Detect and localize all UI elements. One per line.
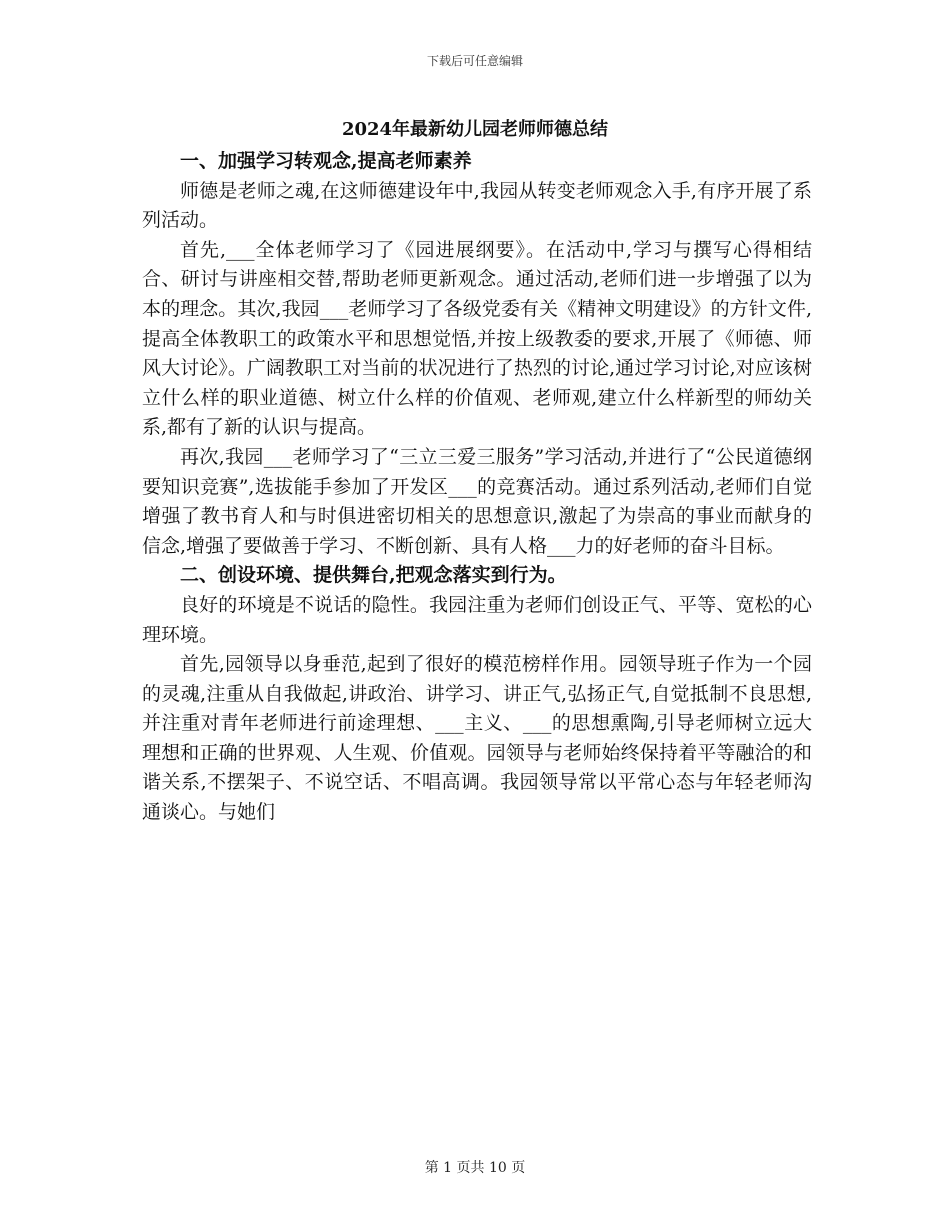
section-heading-2: 二、创设环境、提供舞台,把观念落实到行为。	[180, 564, 567, 587]
paragraph-2: 首先,___全体老师学习了《园进展纲要》。在活动中,学习与撰写心得相结合、研讨与讲座相交替,帮助老师更新观念。通过活动,老师们进一步增强了以为本的理念。其次,我园___老师学习了各级党委有关《精神文明建设》的方针文件,提高全体教职工的政策水平和思想觉悟,并按上级教委的要求,开展了《师德、师风大讨论》。广阔教职工对当前的状况进行了热烈的讨论,通过学习讨论,对应该树立什么样的职业道德、树立什么样的价值观、老师观,建立什么样新型的师幼关系,都有了新的认识与提高。	[142, 238, 812, 439]
paragraph-3: 再次,我园___老师学习了“三立三爱三服务”学习活动,并进行了“公民道德纲要知识竞赛”,选拔能手参加了开发区___的竞赛活动。通过系列活动,老师们自觉增强了教书育人和与时俱进密切相关的思想意识,激起了为崇高的事业而献身的信念,增强了要做善于学习、不断创新、具有人格___力的好老师的奋斗目标。	[142, 445, 812, 557]
page-title: 2024年最新幼儿园老师师德总结	[341, 119, 609, 140]
paragraph-5: 首先,园领导以身垂范,起到了很好的模范榜样作用。园领导班子作为一个园的灵魂,注重从自我做起,讲政治、讲学习、讲正气,弘扬正气,自觉抵制不良思想,并注重对青年老师进行前途理想、___主义、___的思想熏陶,引导老师树立远大理想和正确的世界观、人生观、价值观。园领导与老师始终保持着平等融洽的和谐关系,不摆架子、不说空话、不唱高调。我园领导常以平常心态与年轻老师沟通谈心。与她们	[142, 653, 812, 824]
header-note: 下载后可任意编辑	[426, 54, 523, 68]
section-heading-1: 一、加强学习转观念,提高老师素养	[180, 150, 472, 172]
paragraph-1: 师德是老师之魂,在这师德建设年中,我园从转变老师观念入手,有序开展了系列活动。	[142, 179, 812, 232]
paragraph-4: 良好的环境是不说话的隐性。我园注重为老师们创设正气、平等、宽松的心理环境。	[142, 593, 812, 646]
document-body	[142, 147, 812, 828]
page-footer: 第 1 页共 10 页	[424, 1160, 526, 1176]
